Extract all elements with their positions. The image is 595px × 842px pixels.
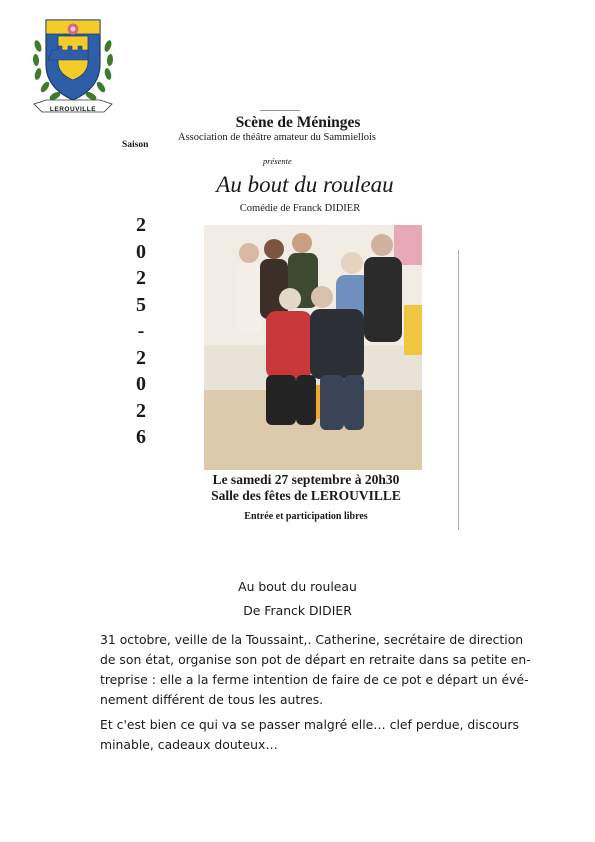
- year-char: 2: [136, 399, 146, 422]
- comedy-line: Comédie de Franck DIDIER: [239, 203, 361, 214]
- text-line: minable, cadeaux douteux…: [100, 737, 278, 752]
- summary-paragraph-1: [100, 630, 531, 710]
- year-char: 2: [136, 346, 146, 369]
- presents-line: présente: [263, 156, 292, 166]
- text-line: Et c'est bien ce qui va se passer malgré elle… clef perdue, discours: [100, 717, 519, 732]
- text-line: 31 octobre, veille de la Toussaint,. Catherine, secrétaire de direction: [100, 632, 524, 647]
- poster-title: Scène de Méninges: [235, 114, 361, 131]
- poster-rule: [260, 110, 300, 111]
- entry-line: Entrée et participation libres: [244, 511, 368, 522]
- summary-author: De Franck DIDIER: [243, 603, 352, 618]
- play-title: Au bout du rouleau: [216, 172, 394, 197]
- text-line: nement différent de tous les autres.: [100, 692, 324, 707]
- year-char: 2: [136, 214, 146, 236]
- year-char: 0: [136, 240, 146, 263]
- event-venue: Salle des fêtes de LEROUVILLE: [211, 488, 401, 503]
- event-date: Le samedi 27 septembre à 20h30: [212, 472, 400, 487]
- year-char: 5: [136, 293, 146, 316]
- summary-paragraph-2: [100, 715, 520, 755]
- year-char: -: [137, 320, 145, 342]
- association-line: Association de théâtre amateur du Sammiellois: [178, 132, 376, 143]
- cast-photo-icon: [204, 225, 422, 470]
- text-line: de son état, organise son pot de départ en retraite dans sa petite en-: [100, 652, 531, 667]
- year-char: 2: [136, 267, 146, 289]
- poster-edge: [458, 250, 459, 530]
- year-char: 0: [136, 373, 146, 395]
- year-char: 6: [136, 426, 146, 448]
- text-line: treprise : elle a la ferme intention de faire de ce pot e départ un évé-: [100, 672, 529, 687]
- saison-label: Saison: [122, 140, 149, 150]
- summary-title: Au bout du rouleau: [238, 579, 357, 594]
- crest-label: LEROUVILLE: [49, 106, 97, 113]
- season-years: [128, 212, 154, 451]
